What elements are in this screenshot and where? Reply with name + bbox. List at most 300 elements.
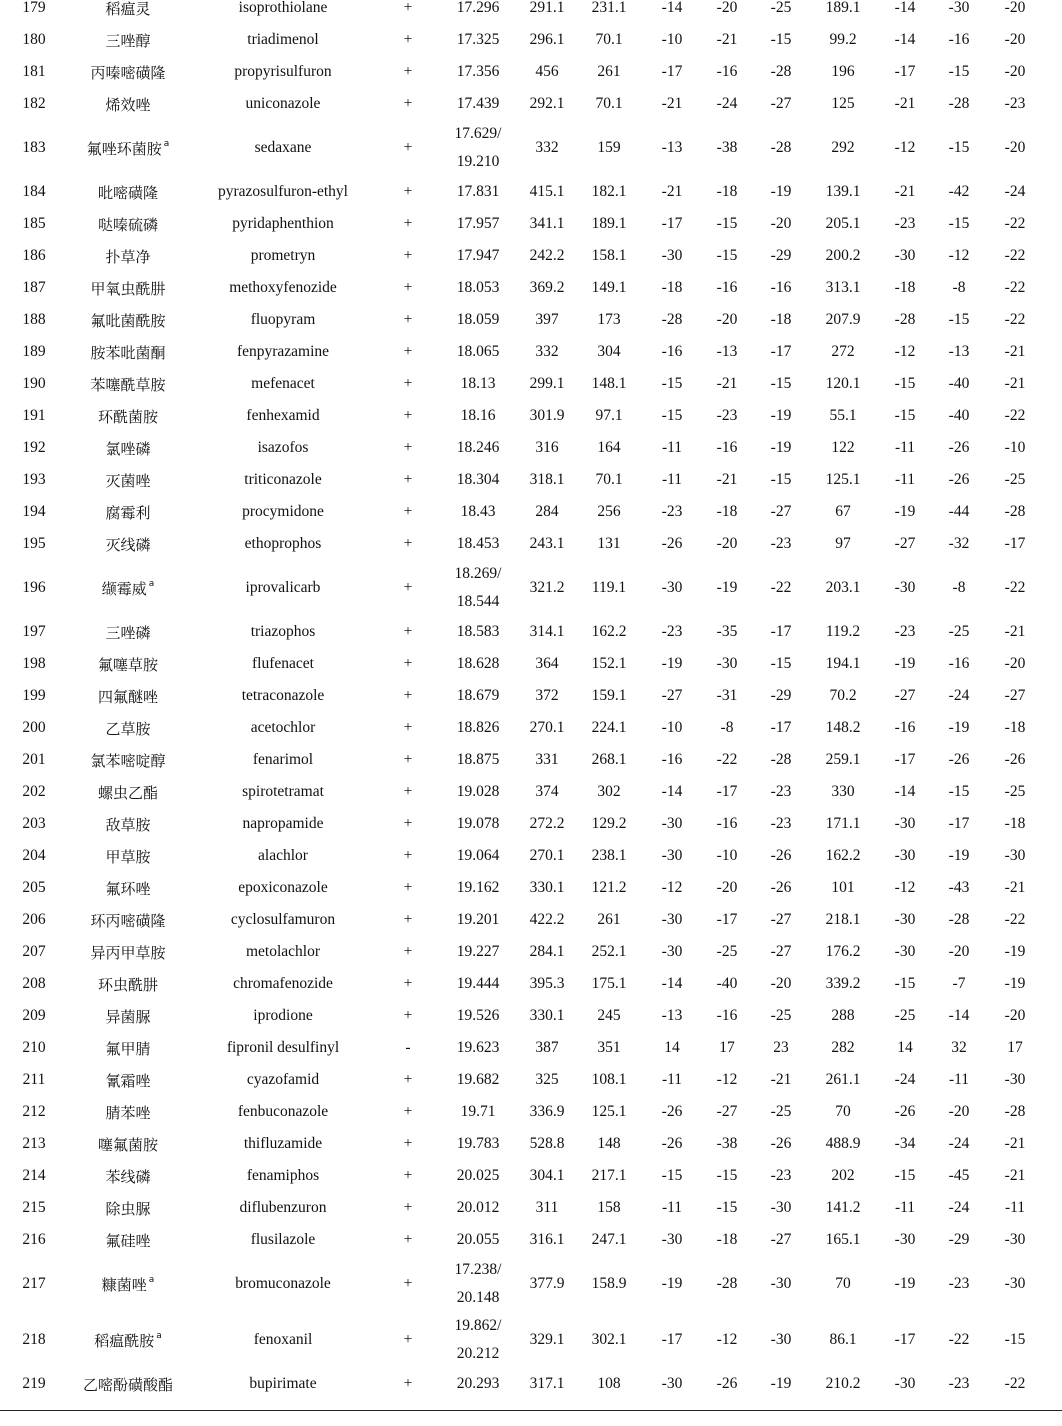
- retention-time: [438, 808, 518, 840]
- english-name: [188, 336, 378, 368]
- row-number: [0, 744, 68, 776]
- value-cell: [752, 24, 810, 56]
- english-name: [188, 208, 378, 240]
- value-cell-text: 70: [835, 1103, 851, 1120]
- table-row: [0, 1256, 1062, 1312]
- english-name-text: fenhexamid: [246, 407, 320, 424]
- chinese-name: [68, 680, 188, 712]
- row-number-text: 209: [22, 1007, 46, 1024]
- english-name: [188, 904, 378, 936]
- value-cell: [934, 1192, 984, 1224]
- row-number-text: 193: [22, 471, 46, 488]
- english-name: [188, 744, 378, 776]
- chinese-name-text: 乙嘧酚磺酸酯: [82, 1375, 173, 1394]
- value-cell-text: -15: [661, 375, 683, 392]
- retention-time: [438, 336, 518, 368]
- value-cell: [934, 936, 984, 968]
- english-name-text: chromafenozide: [233, 975, 333, 992]
- value-cell-text: 369.2: [529, 279, 565, 296]
- chinese-name: [68, 528, 188, 560]
- value-cell-text: 282: [831, 1039, 855, 1056]
- row-number: [0, 496, 68, 528]
- value-cell: [702, 496, 752, 528]
- value-cell: [702, 776, 752, 808]
- value-cell: [752, 776, 810, 808]
- row-number: [0, 272, 68, 304]
- ion-mode: [378, 176, 438, 208]
- value-cell: [576, 680, 642, 712]
- english-name: [188, 56, 378, 88]
- chinese-name: [68, 808, 188, 840]
- value-cell: [702, 1032, 752, 1064]
- value-cell-text: -12: [661, 879, 683, 896]
- value-cell: [576, 368, 642, 400]
- table-row: [0, 1192, 1062, 1224]
- english-name-text: isoprothiolane: [238, 0, 328, 16]
- value-cell: [642, 840, 702, 872]
- value-cell: [810, 272, 876, 304]
- english-name-text: triticonazole: [244, 471, 322, 488]
- english-name-text: uniconazole: [245, 95, 321, 112]
- value-cell: [576, 872, 642, 904]
- value-cell: [934, 1096, 984, 1128]
- value-cell: [876, 968, 934, 1000]
- chinese-name-text: 氯苯嘧啶醇: [90, 751, 166, 770]
- value-cell-text: -19: [770, 183, 792, 200]
- row-number-text: 199: [22, 687, 46, 704]
- value-cell-text: -25: [948, 623, 970, 640]
- ion-mode-text: +: [403, 847, 413, 864]
- english-name: [188, 1064, 378, 1096]
- english-name: [188, 936, 378, 968]
- value-cell-text: 32: [951, 1039, 967, 1056]
- value-cell-text: -19: [770, 439, 792, 456]
- value-cell: [984, 1192, 1046, 1224]
- value-cell: [934, 1160, 984, 1192]
- value-cell: [934, 1368, 984, 1400]
- value-cell: [984, 680, 1046, 712]
- row-number-text: 212: [22, 1103, 46, 1120]
- value-cell-text: -23: [770, 815, 792, 832]
- value-cell-text: -10: [661, 719, 683, 736]
- retention-time: [438, 528, 518, 560]
- value-cell: [642, 528, 702, 560]
- english-name: [188, 176, 378, 208]
- value-cell: [642, 336, 702, 368]
- value-cell: [702, 808, 752, 840]
- value-cell: [810, 1192, 876, 1224]
- value-cell-text: -17: [770, 719, 792, 736]
- value-cell: [876, 712, 934, 744]
- value-cell: [934, 432, 984, 464]
- english-name-text: flusilazole: [250, 1231, 316, 1248]
- value-cell: [576, 1064, 642, 1096]
- value-cell: [518, 680, 576, 712]
- chinese-name: [68, 120, 188, 176]
- value-cell-text: -40: [948, 375, 970, 392]
- value-cell: [576, 304, 642, 336]
- value-cell: [642, 88, 702, 120]
- value-cell-text: -15: [894, 1167, 916, 1184]
- value-cell-text: -15: [770, 31, 792, 48]
- value-cell: [752, 1312, 810, 1368]
- value-cell-text: 284.1: [529, 943, 565, 960]
- chinese-name-text: 稻瘟灵: [105, 0, 151, 18]
- retention-time-value: 19.623: [456, 1039, 500, 1056]
- english-name: [188, 648, 378, 680]
- english-name-text: metolachlor: [245, 943, 321, 960]
- english-name: [188, 680, 378, 712]
- value-cell-text: 129.2: [591, 815, 627, 832]
- row-number-text: 218: [22, 1331, 46, 1348]
- value-cell: [984, 648, 1046, 680]
- value-cell: [934, 744, 984, 776]
- value-cell: [702, 1064, 752, 1096]
- value-cell: [518, 1128, 576, 1160]
- value-cell: [984, 496, 1046, 528]
- chinese-name: [68, 1224, 188, 1256]
- value-cell: [876, 304, 934, 336]
- value-cell-text: -13: [716, 343, 738, 360]
- value-cell-text: -11: [661, 1071, 683, 1088]
- value-cell-text: -23: [661, 503, 683, 520]
- table-row: [0, 712, 1062, 744]
- value-cell: [934, 1000, 984, 1032]
- value-cell: [984, 1368, 1046, 1400]
- value-cell-text: -20: [1004, 63, 1026, 80]
- value-cell-text: -20: [770, 975, 792, 992]
- value-cell-text: 164: [597, 439, 621, 456]
- retention-time: [438, 968, 518, 1000]
- value-cell: [934, 808, 984, 840]
- value-cell: [642, 400, 702, 432]
- row-number-text: 182: [22, 95, 46, 112]
- ion-mode: [378, 560, 438, 616]
- value-cell-text: -14: [894, 31, 916, 48]
- value-cell: [984, 1224, 1046, 1256]
- retention-time: [438, 1160, 518, 1192]
- table-row: [0, 368, 1062, 400]
- value-cell-text: -15: [948, 215, 970, 232]
- value-cell: [752, 712, 810, 744]
- value-cell: [752, 432, 810, 464]
- value-cell-text: -20: [716, 0, 738, 16]
- english-name: [188, 1032, 378, 1064]
- retention-time-value: 18.269/: [454, 565, 502, 582]
- row-number-text: 200: [22, 719, 46, 736]
- value-cell: [752, 336, 810, 368]
- chinese-name-text: 甲草胺: [105, 847, 151, 866]
- chinese-name-text: 糠菌唑: [101, 1275, 147, 1294]
- english-name: [188, 368, 378, 400]
- value-cell: [810, 840, 876, 872]
- chinese-name-text: 腐霉利: [105, 503, 151, 522]
- value-cell: [752, 1224, 810, 1256]
- table-row: [0, 496, 1062, 528]
- table-row: [0, 968, 1062, 1000]
- chinese-name-text: 氟吡菌酰胺: [90, 311, 166, 330]
- value-cell: [702, 1256, 752, 1312]
- value-cell-text: 17: [1007, 1039, 1023, 1056]
- table-row: [0, 808, 1062, 840]
- chinese-name-text: 除虫脲: [105, 1199, 151, 1218]
- ion-mode: [378, 616, 438, 648]
- value-cell-text: -7: [952, 975, 966, 992]
- ion-mode-text: +: [403, 911, 413, 928]
- table-row: [0, 336, 1062, 368]
- english-name-text: alachlor: [258, 847, 308, 864]
- value-cell-text: 329.1: [529, 1331, 565, 1348]
- retention-time-value: 18.304: [456, 471, 500, 488]
- value-cell-text: 270.1: [529, 719, 565, 736]
- value-cell-text: -38: [716, 139, 738, 156]
- english-name: [188, 496, 378, 528]
- value-cell-text: 97.1: [595, 407, 623, 424]
- value-cell: [876, 496, 934, 528]
- ion-mode-text: +: [403, 407, 413, 424]
- value-cell: [876, 776, 934, 808]
- value-cell: [702, 1192, 752, 1224]
- value-cell: [934, 904, 984, 936]
- retention-time: [438, 1224, 518, 1256]
- value-cell-text: -13: [661, 1007, 683, 1024]
- ion-mode: [378, 776, 438, 808]
- value-cell: [810, 808, 876, 840]
- ion-mode: [378, 1128, 438, 1160]
- chinese-name-text: 吡嘧磺隆: [97, 183, 158, 202]
- retention-time: [438, 120, 518, 176]
- value-cell-text: -16: [894, 719, 916, 736]
- value-cell-text: -21: [716, 375, 738, 392]
- value-cell-text: -18: [716, 183, 738, 200]
- value-cell: [984, 88, 1046, 120]
- value-cell-text: 200.2: [825, 247, 861, 264]
- ion-mode-text: +: [403, 343, 413, 360]
- ion-mode: [378, 304, 438, 336]
- value-cell-text: 14: [664, 1039, 680, 1056]
- value-cell-text: -18: [716, 503, 738, 520]
- english-name: [188, 1256, 378, 1312]
- row-number: [0, 24, 68, 56]
- value-cell-text: -30: [1004, 1231, 1026, 1248]
- value-cell-text: -18: [894, 279, 916, 296]
- table-row: [0, 648, 1062, 680]
- ion-mode-text: +: [403, 1007, 413, 1024]
- english-name-text: triadimenol: [247, 31, 319, 48]
- ion-mode: [378, 872, 438, 904]
- value-cell: [642, 1064, 702, 1096]
- value-cell-text: 284: [535, 503, 559, 520]
- value-cell-text: -22: [1004, 247, 1026, 264]
- value-cell-text: -19: [716, 579, 738, 596]
- english-name-text: diflubenzuron: [239, 1199, 327, 1216]
- value-cell-text: -16: [716, 815, 738, 832]
- row-number-text: 184: [22, 183, 46, 200]
- value-cell: [576, 1224, 642, 1256]
- row-number: [0, 808, 68, 840]
- value-cell-text: -25: [716, 943, 738, 960]
- value-cell: [876, 368, 934, 400]
- value-cell: [876, 1064, 934, 1096]
- value-cell: [810, 1032, 876, 1064]
- value-cell-text: -10: [661, 31, 683, 48]
- value-cell-text: -11: [1004, 1199, 1026, 1216]
- english-name: [188, 560, 378, 616]
- chinese-name-text: 灭线磷: [105, 535, 151, 554]
- row-number: [0, 208, 68, 240]
- retention-time-value: 17.325: [456, 31, 500, 48]
- value-cell-text: -30: [661, 1231, 683, 1248]
- table-row: [0, 56, 1062, 88]
- value-cell-text: -44: [948, 503, 970, 520]
- value-cell: [576, 528, 642, 560]
- row-number-text: 219: [22, 1375, 46, 1392]
- value-cell: [702, 1160, 752, 1192]
- value-cell-text: -26: [948, 439, 970, 456]
- value-cell: [876, 88, 934, 120]
- value-cell: [702, 0, 752, 24]
- value-cell: [518, 272, 576, 304]
- value-cell: [518, 904, 576, 936]
- value-cell-text: -15: [716, 1167, 738, 1184]
- row-number: [0, 1160, 68, 1192]
- value-cell: [576, 1128, 642, 1160]
- value-cell: [518, 1312, 576, 1368]
- value-cell: [876, 560, 934, 616]
- value-cell: [752, 808, 810, 840]
- retention-time-value: 19.201: [456, 911, 500, 928]
- value-cell: [984, 1000, 1046, 1032]
- row-number-text: 216: [22, 1231, 46, 1248]
- chinese-name: [68, 936, 188, 968]
- value-cell: [518, 616, 576, 648]
- value-cell: [702, 1000, 752, 1032]
- value-cell: [810, 1160, 876, 1192]
- ion-mode-text: +: [403, 215, 413, 232]
- value-cell-text: -11: [894, 439, 916, 456]
- retention-time-value: 18.628: [456, 655, 500, 672]
- ion-mode-text: +: [403, 0, 413, 16]
- value-cell-text: 231.1: [591, 0, 627, 16]
- value-cell: [518, 56, 576, 88]
- english-name-text: mefenacet: [251, 375, 315, 392]
- table-row: [0, 88, 1062, 120]
- value-cell-text: 97: [835, 535, 851, 552]
- value-cell-text: -30: [661, 1375, 683, 1392]
- retention-time: [438, 304, 518, 336]
- chinese-name: [68, 304, 188, 336]
- english-name-text: fenarimol: [252, 751, 314, 768]
- value-cell-text: 119.1: [591, 579, 627, 596]
- value-cell-text: 122: [831, 439, 855, 456]
- value-cell: [752, 1032, 810, 1064]
- value-cell: [642, 1368, 702, 1400]
- value-cell-text: 341.1: [529, 215, 565, 232]
- ion-mode-text: +: [403, 1071, 413, 1088]
- row-number: [0, 400, 68, 432]
- value-cell: [702, 400, 752, 432]
- value-cell-text: 302.1: [591, 1331, 627, 1348]
- row-number: [0, 1224, 68, 1256]
- value-cell-text: 245: [597, 1007, 621, 1024]
- value-cell: [752, 0, 810, 24]
- value-cell-text: -30: [770, 1275, 792, 1292]
- value-cell: [576, 176, 642, 208]
- value-cell: [810, 0, 876, 24]
- value-cell: [702, 1312, 752, 1368]
- row-number-text: 197: [22, 623, 46, 640]
- value-cell-text: -23: [770, 1167, 792, 1184]
- value-cell-text: -28: [1004, 503, 1026, 520]
- value-cell-text: -28: [948, 911, 970, 928]
- value-cell-text: -40: [948, 407, 970, 424]
- value-cell: [642, 272, 702, 304]
- english-name: [188, 1224, 378, 1256]
- value-cell-text: -26: [770, 879, 792, 896]
- ion-mode-text: +: [403, 439, 413, 456]
- value-cell-text: 364: [535, 655, 559, 672]
- row-number-text: 191: [22, 407, 46, 424]
- value-cell-text: -12: [716, 1331, 738, 1348]
- value-cell: [518, 208, 576, 240]
- value-cell-text: -12: [948, 247, 970, 264]
- value-cell: [702, 744, 752, 776]
- retention-time-value: 17.296: [456, 0, 500, 16]
- value-cell: [518, 176, 576, 208]
- ion-mode: [378, 712, 438, 744]
- value-cell: [518, 1096, 576, 1128]
- row-number: [0, 176, 68, 208]
- value-cell: [934, 368, 984, 400]
- value-cell-text: -17: [894, 751, 916, 768]
- table-row: [0, 0, 1062, 24]
- value-cell-text: -25: [770, 1103, 792, 1120]
- value-cell: [752, 120, 810, 176]
- value-cell-text: -20: [1004, 655, 1026, 672]
- chinese-name: [68, 336, 188, 368]
- value-cell-text: -22: [1004, 279, 1026, 296]
- value-cell: [642, 872, 702, 904]
- value-cell: [642, 56, 702, 88]
- value-cell-text: -15: [770, 471, 792, 488]
- value-cell: [876, 24, 934, 56]
- value-cell-text: -31: [716, 687, 738, 704]
- retention-time: [438, 208, 518, 240]
- value-cell-text: -15: [1004, 1331, 1026, 1348]
- value-cell: [752, 496, 810, 528]
- table-row: [0, 272, 1062, 304]
- value-cell-text: 256: [597, 503, 621, 520]
- value-cell: [518, 1256, 576, 1312]
- value-cell-text: 288: [831, 1007, 855, 1024]
- value-cell-text: -17: [894, 63, 916, 80]
- ion-mode-text: +: [403, 1103, 413, 1120]
- value-cell: [642, 496, 702, 528]
- value-cell: [876, 1160, 934, 1192]
- row-number: [0, 1256, 68, 1312]
- english-name-text: ethoprophos: [244, 535, 322, 552]
- value-cell-text: 173: [597, 311, 621, 328]
- retention-time-value: 17.831: [456, 183, 500, 200]
- value-cell-text: 218.1: [825, 911, 861, 928]
- ion-mode-text: +: [403, 139, 413, 156]
- chinese-name-text: 螺虫乙酯: [97, 783, 158, 802]
- value-cell: [518, 464, 576, 496]
- value-cell: [876, 1312, 934, 1368]
- value-cell-text: -30: [894, 943, 916, 960]
- value-cell-text: 119.2: [825, 623, 861, 640]
- retention-time-value: 17.439: [456, 95, 500, 112]
